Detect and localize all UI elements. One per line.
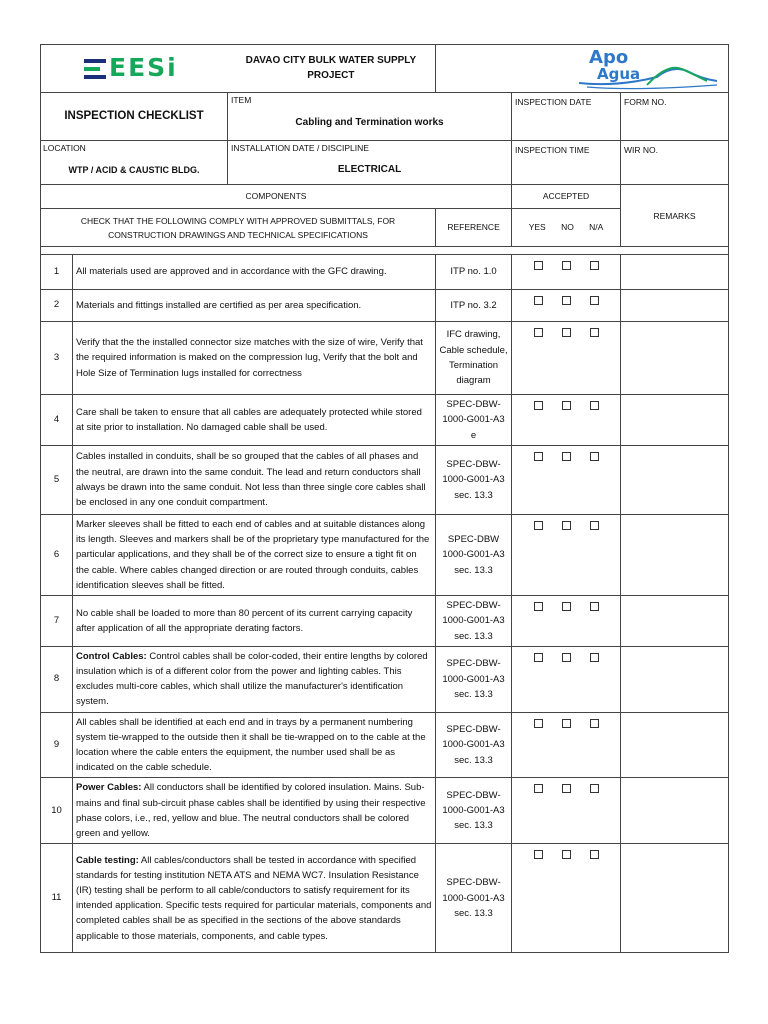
yes-checkbox[interactable] — [534, 602, 543, 611]
location-cell — [41, 141, 228, 185]
yes-checkbox[interactable] — [534, 296, 543, 305]
row-number: 6 — [41, 514, 73, 595]
row-text: All conductors shall be identified by colored insulation. Mains. Sub-mains and final sub-circuit phase cables shall be identified by using their respective phase colors, i.e., red, yellow and blue. The neutral conductors shall be colored green and yellow. — [76, 782, 426, 840]
eesi-mark-icon — [84, 59, 106, 79]
inspection-date-label: INSPECTION DATE — [512, 93, 621, 141]
row-reference: SPEC-DBW-1000-G001-A3 sec. 13.3 — [436, 778, 512, 844]
checklist-table — [40, 44, 729, 953]
row-remarks[interactable] — [621, 844, 729, 953]
row-remarks[interactable] — [621, 778, 729, 844]
row-reference: ITP no. 1.0 — [436, 255, 512, 290]
table-row — [41, 290, 729, 322]
row-reference: SPEC-DBW-1000-G001-A3 e — [436, 395, 512, 446]
row-number: 5 — [41, 445, 73, 514]
row-description — [73, 778, 436, 844]
row-reference: SPEC-DBW-1000-G001-A3 sec. 13.3 — [436, 646, 512, 712]
no-checkbox[interactable] — [562, 521, 571, 530]
form-no-label: FORM NO. — [621, 93, 729, 141]
item-label: ITEM — [231, 95, 252, 105]
row-remarks[interactable] — [621, 646, 729, 712]
table-row — [41, 395, 729, 446]
location-value: WTP / ACID & CAUSTIC BLDG. — [68, 164, 200, 175]
wir-no-label: WIR NO. — [621, 141, 729, 185]
components-header: COMPONENTS — [41, 185, 512, 209]
na-checkbox[interactable] — [590, 850, 599, 859]
row-text: Control cables shall be color-coded, their entire lengths by colored insulation which is of a different color from the power and lighting cables. This excludes multi-core cables, which shall utilize the manufacturer's identification system. — [76, 650, 428, 708]
location-label: LOCATION — [43, 143, 86, 153]
yes-checkbox[interactable] — [534, 261, 543, 270]
row-number: 7 — [41, 595, 73, 646]
eesi-logo — [44, 53, 178, 83]
row-remarks[interactable] — [621, 290, 729, 322]
spacer-row — [41, 247, 729, 255]
table-row — [41, 445, 729, 514]
row-checkboxes — [512, 646, 621, 712]
installation-cell — [228, 141, 512, 185]
row-checkboxes — [512, 844, 621, 953]
row-number: 11 — [41, 844, 73, 953]
row-checkboxes — [512, 595, 621, 646]
row-remarks[interactable] — [621, 255, 729, 290]
no-header: NO — [561, 222, 574, 233]
row-reference: SPEC-DBW-1000-G001-A3 sec. 13.3 — [436, 595, 512, 646]
na-checkbox[interactable] — [590, 261, 599, 270]
no-checkbox[interactable] — [562, 261, 571, 270]
row-text: All cables shall be identified at each end and in trays by a permanent numbering system tie-wrapped to the outside then it shall be tie-wrapped on to the cable at the location where the cable enters the equipment, the number used shall be as indicated on the cable schedule. — [76, 716, 426, 774]
yes-checkbox[interactable] — [534, 328, 543, 337]
row-checkboxes — [512, 255, 621, 290]
na-checkbox[interactable] — [590, 521, 599, 530]
row-reference: ITP no. 3.2 — [436, 290, 512, 322]
yes-header: YES — [528, 222, 546, 233]
row-text: Care shall be taken to ensure that all cables are adequately protected while stored at site prior to installation. No damaged cable shall be used. — [76, 406, 422, 433]
row-checkboxes — [512, 322, 621, 395]
row-remarks[interactable] — [621, 514, 729, 595]
remarks-header: REMARKS — [621, 185, 729, 247]
row-text: Materials and fittings installed are certified as per area specification. — [76, 299, 362, 311]
row-text: All cables/conductors shall be tested in accordance with specified standards for testing institution NETA ATS and NEMA WC7. Insulation Resistance (IR) testing shall be perform to all cable/conductors to satisfy requirement for its intended application. Specific tests required for particular materials, components and completed cables shall be as specified in the sections of the above standards applicable to those materials, components, and cable types. — [76, 854, 432, 942]
row-lead: Power Cables: — [76, 782, 142, 794]
row-text: All materials used are approved and in accordance with the GFC drawing. — [76, 266, 387, 278]
row-remarks[interactable] — [621, 445, 729, 514]
no-checkbox[interactable] — [562, 850, 571, 859]
row-remarks[interactable] — [621, 712, 729, 778]
mountain-wave-icon — [577, 57, 727, 91]
row-checkboxes — [512, 514, 621, 595]
installation-label: INSTALLATION DATE / DISCIPLINE — [231, 143, 369, 153]
na-checkbox[interactable] — [590, 296, 599, 305]
row-text: Marker sleeves shall be fitted to each end of cables and at suitable distances along its length. Sleeves and markers shall be of the proprietary type manufactured for the particular applications, and they shall be of the correct size to ensure a tight fit on the cable. Where cables changed direction or are routed through conduits, cables identification sleeves shall be fitted. — [76, 518, 430, 591]
row-description — [73, 844, 436, 953]
apo-agua-logo — [547, 46, 717, 89]
table-row — [41, 844, 729, 953]
no-checkbox[interactable] — [562, 452, 571, 461]
row-reference: IFC drawing, Cable schedule, Termination diagram — [436, 322, 512, 395]
na-checkbox[interactable] — [590, 719, 599, 728]
row-number: 10 — [41, 778, 73, 844]
eesi-logo-text: EESi — [109, 53, 178, 83]
row-number: 3 — [41, 322, 73, 395]
row-number: 9 — [41, 712, 73, 778]
na-checkbox[interactable] — [590, 784, 599, 793]
row-reference: SPEC-DBW-1000-G001-A3 sec. 13.3 — [436, 844, 512, 953]
company-logo-cell — [41, 45, 436, 93]
check-instruction: CHECK THAT THE FOLLOWING COMPLY WITH APPROVED SUBMITTALS, FOR CONSTRUCTION DRAWINGS AND TECHNICAL SPECIFICATIONS — [41, 209, 436, 247]
table-row — [41, 778, 729, 844]
yes-checkbox[interactable] — [534, 653, 543, 662]
row-text: Verify that the the installed connector size matches with the size of wire, Verify that the required information is maked on the compression lug, Verify that the bolt and Hole Size of Termination lugs installed for correctness — [76, 337, 423, 379]
na-checkbox[interactable] — [590, 452, 599, 461]
item-cell — [228, 93, 512, 141]
project-title: DAVAO CITY BULK WATER SUPPLY PROJECT — [245, 54, 417, 81]
na-header: N/A — [589, 222, 604, 233]
row-number: 8 — [41, 646, 73, 712]
row-reference: SPEC-DBW 1000-G001-A3 sec. 13.3 — [436, 514, 512, 595]
row-description — [73, 595, 436, 646]
discipline-value: ELECTRICAL — [337, 163, 402, 175]
no-checkbox[interactable] — [562, 328, 571, 337]
row-description — [73, 322, 436, 395]
na-checkbox[interactable] — [590, 328, 599, 337]
row-description — [73, 712, 436, 778]
row-remarks[interactable] — [621, 595, 729, 646]
yes-checkbox[interactable] — [534, 719, 543, 728]
table-row — [41, 322, 729, 395]
row-description — [73, 445, 436, 514]
row-description — [73, 290, 436, 322]
inspection-time-label: INSPECTION TIME — [512, 141, 621, 185]
row-number: 1 — [41, 255, 73, 290]
row-number: 2 — [41, 290, 73, 322]
no-checkbox[interactable] — [562, 401, 571, 410]
yes-checkbox[interactable] — [534, 452, 543, 461]
row-checkboxes — [512, 290, 621, 322]
table-row — [41, 255, 729, 290]
row-number: 4 — [41, 395, 73, 446]
accepted-header: ACCEPTED — [512, 185, 621, 209]
reference-header: REFERENCE — [436, 209, 512, 247]
yes-checkbox[interactable] — [534, 850, 543, 859]
row-checkboxes — [512, 712, 621, 778]
row-description — [73, 646, 436, 712]
item-value: Cabling and Termination works — [295, 116, 444, 128]
na-checkbox[interactable] — [590, 602, 599, 611]
apo-logo-text: Apo — [589, 46, 629, 68]
client-logo-cell — [436, 45, 729, 93]
row-checkboxes — [512, 395, 621, 446]
na-checkbox[interactable] — [590, 401, 599, 410]
inspection-checklist-form — [40, 44, 728, 953]
row-checkboxes — [512, 778, 621, 844]
no-checkbox[interactable] — [562, 653, 571, 662]
yes-checkbox[interactable] — [534, 521, 543, 530]
no-checkbox[interactable] — [562, 719, 571, 728]
yes-checkbox[interactable] — [534, 784, 543, 793]
table-row — [41, 646, 729, 712]
table-row — [41, 712, 729, 778]
accepted-options-header — [512, 209, 621, 247]
row-remarks[interactable] — [621, 395, 729, 446]
yes-checkbox[interactable] — [534, 401, 543, 410]
row-text: No cable shall be loaded to more than 80 percent of its current carrying capacity after application of all the appropriate derating factors. — [76, 607, 413, 634]
table-row — [41, 595, 729, 646]
row-description — [73, 255, 436, 290]
agua-logo-text: Agua — [597, 64, 641, 83]
row-lead: Cable testing: — [76, 854, 139, 866]
row-reference: SPEC-DBW-1000-G001-A3 sec. 13.3 — [436, 712, 512, 778]
row-remarks[interactable] — [621, 322, 729, 395]
row-reference: SPEC-DBW-1000-G001-A3 sec. 13.3 — [436, 445, 512, 514]
row-description — [73, 514, 436, 595]
row-text: Cables installed in conduits, shall be so grouped that the cables of all phases and the neutral, are drawn into the same conduit. The lead and return conductors shall always be drawn into the same conduit. Not less than three single core cables shall be enclosed in any one conduit compartment. — [76, 451, 426, 509]
no-checkbox[interactable] — [562, 784, 571, 793]
row-lead: Control Cables: — [76, 650, 147, 662]
checklist-title: INSPECTION CHECKLIST — [41, 93, 228, 141]
na-checkbox[interactable] — [590, 653, 599, 662]
no-checkbox[interactable] — [562, 602, 571, 611]
table-row — [41, 514, 729, 595]
row-checkboxes — [512, 445, 621, 514]
row-description — [73, 395, 436, 446]
no-checkbox[interactable] — [562, 296, 571, 305]
